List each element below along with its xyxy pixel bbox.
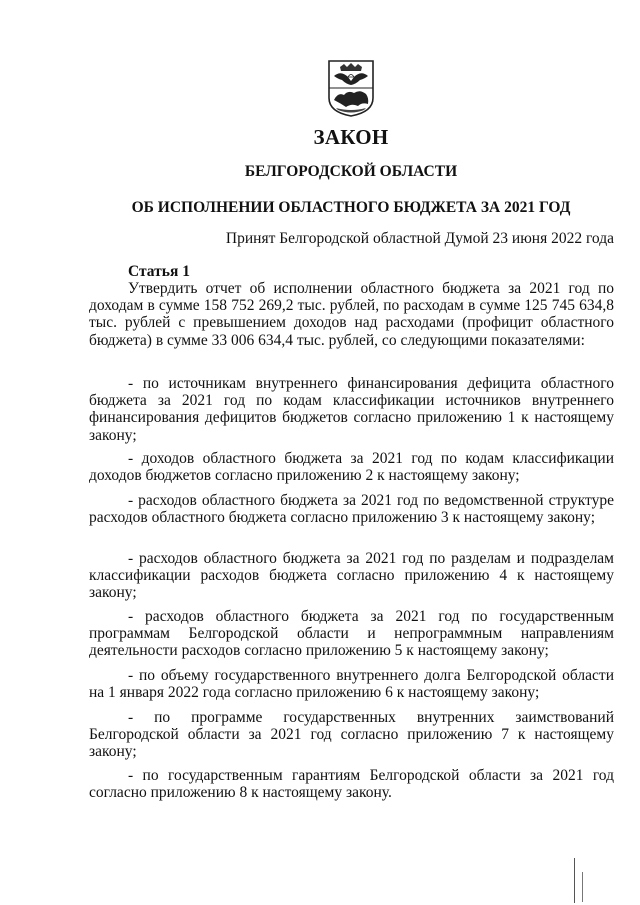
list-item: - расходов областного бюджета за 2021 год по разделам и подразделам классификации расходов бюджета согласно приложению 4 к настоящему закону; — [89, 550, 614, 602]
list-item: - расходов областного бюджета за 2021 год по ведомственной структуре расходов областного бюджета согласно приложению 3 к настоящему закону; — [89, 492, 614, 527]
coat-of-arms-icon — [326, 58, 376, 118]
adoption-note: Принят Белгородской областной Думой 23 июня 2022 года — [225, 230, 614, 247]
scan-edge-line — [574, 858, 575, 903]
region-title: БЕЛГОРОДСКОЙ ОБЛАСТИ — [244, 163, 458, 180]
list-item: - расходов областного бюджета за 2021 год по государственным программам Белгородской области и непрограммным направлениям деятельности расходов согласно приложению 5 к настоящему закону; — [89, 608, 614, 660]
law-title: ЗАКОН — [313, 125, 389, 149]
article-heading: Статья 1 — [128, 263, 190, 280]
list-item: - по объему государственного внутреннего долга Белгородской области на 1 января 2022 года согласно приложению 6 к настоящему закону; — [89, 667, 614, 702]
list-item: - по программе государственных внутренних заимствований Белгородской области за 2021 год согласно приложению 7 к настоящему закону; — [89, 709, 614, 761]
scan-edge-line — [582, 872, 583, 902]
article-intro: Утвердить отчет об исполнении областного бюджета за 2021 год по доходам в сумме 158 752 269,2 тыс. рублей, по расходам в сумме 125 745 634,8 тыс. рублей с превышением доходов над расходами (профицит областного бюджета) в сумме 33 006 634,4 тыс. рублей, со следующими показателями: — [89, 280, 614, 349]
list-item: - доходов областного бюджета за 2021 год по кодам классификации доходов бюджетов согласно приложению 2 к настоящему закону; — [89, 450, 614, 485]
list-item: - по государственным гарантиям Белгородской области за 2021 год согласно приложению 8 к настоящему закону. — [89, 767, 614, 802]
list-item: - по источникам внутреннего финансирования дефицита областного бюджета за 2021 год по кодам классификации источников внутреннего финансирования дефицитов бюджетов согласно приложению 1 к настоящему закону; — [89, 375, 614, 444]
law-subject: ОБ ИСПОЛНЕНИИ ОБЛАСТНОГО БЮДЖЕТА ЗА 2021 ГОД — [131, 199, 571, 216]
